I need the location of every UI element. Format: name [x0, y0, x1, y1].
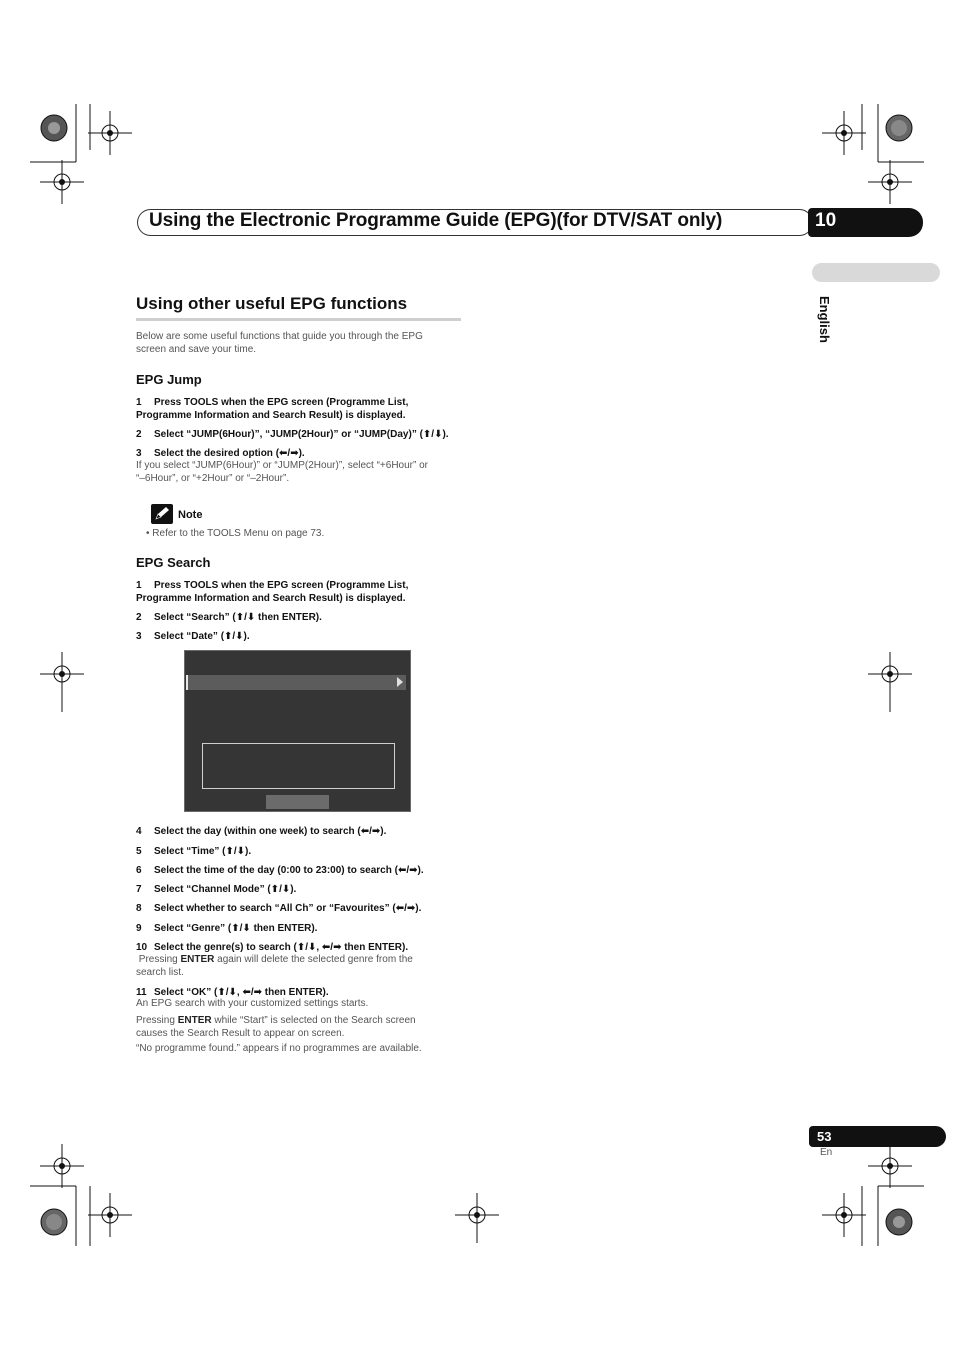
- registration-target-icon: [88, 1193, 132, 1237]
- registration-target-icon: [822, 111, 866, 155]
- epg-search-step-4: 4 Select the day (within one week) to search (⬅/➡).: [136, 826, 387, 837]
- language-tab: [812, 263, 940, 282]
- epg-jump-step-3-body: If you select “JUMP(6Hour)” or “JUMP(2Hour)”, select “+6Hour” or “–6Hour”, or “+2Hour” or “–2Hour”.: [136, 460, 429, 484]
- registration-target-icon: [40, 160, 84, 204]
- page-language: En: [820, 1147, 833, 1158]
- star-target-icon: [885, 1208, 913, 1236]
- screen-right-arrow-icon: [397, 677, 403, 687]
- epg-search-step-11-body-4: “No programme found.” appears if no programmes are available.: [136, 1043, 422, 1054]
- screen-selected-row: [186, 675, 406, 690]
- epg-search-step-10: 10 Select the genre(s) to search (⬆/⬇, ⬅/➡ then ENTER).: [136, 942, 409, 953]
- section-rule: [136, 318, 461, 321]
- section-title: Using other useful EPG functions: [136, 294, 408, 313]
- star-target-icon: [40, 1208, 68, 1236]
- note-item: • Refer to the TOOLS Menu on page 73.: [146, 528, 325, 539]
- registration-target-icon: [40, 652, 84, 712]
- epg-jump-step-1: 1 Press TOOLS when the EPG screen (Programme List, Programme Information and Search Result) is displayed.: [136, 397, 409, 421]
- up-down-arrow-icon: ⬆/⬇: [422, 429, 443, 440]
- registration-target-icon: [868, 160, 912, 204]
- epg-search-step-9: 9 Select “Genre” (⬆/⬇ then ENTER).: [136, 923, 318, 934]
- registration-target-icon: [40, 1144, 84, 1188]
- epg-search-step-1: 1 Press TOOLS when the EPG screen (Programme List, Programme Information and Search Result) is displayed.: [136, 580, 409, 604]
- epg-search-step-10-body: Pressing ENTER again will delete the selected genre from the search list.: [136, 954, 413, 978]
- registration-target-icon: [868, 1144, 912, 1188]
- epg-search-heading: EPG Search: [136, 555, 211, 570]
- section-intro: Below are some useful functions that guide you through the EPG screen and save your time.: [136, 331, 423, 355]
- screen-cursor: [186, 675, 188, 690]
- epg-search-step-2: 2 Select “Search” (⬆/⬇ then ENTER).: [136, 612, 322, 623]
- screen-start-button: [266, 795, 329, 809]
- epg-search-step-5: 5 Select “Time” (⬆/⬇).: [136, 846, 252, 857]
- registration-target-icon: [455, 1193, 499, 1243]
- star-target-icon: [40, 114, 68, 142]
- star-target-icon: [885, 114, 913, 142]
- epg-search-step-11-body-2: Pressing ENTER while “Start” is selected on the Search screen causes the Search Result to appear on screen.: [136, 1015, 416, 1039]
- screen-genre-box: [202, 743, 395, 789]
- epg-jump-step-3: 3 Select the desired option (⬅/➡).: [136, 448, 305, 459]
- registration-target-icon: [868, 652, 912, 712]
- epg-search-step-3: 3 Select “Date” (⬆/⬇).: [136, 631, 250, 642]
- epg-search-step-11-body-1: An EPG search with your customized settings starts.: [136, 998, 369, 1009]
- epg-search-step-11: 11 Select “OK” (⬆/⬇, ⬅/➡ then ENTER).: [136, 987, 329, 998]
- note-pencil-icon: [151, 504, 173, 524]
- page-number: 53: [817, 1129, 832, 1144]
- epg-search-step-7: 7 Select “Channel Mode” (⬆/⬇).: [136, 884, 297, 895]
- epg-search-step-8: 8 Select whether to search “All Ch” or “Favourites” (⬅/➡).: [136, 903, 422, 914]
- epg-jump-heading: EPG Jump: [136, 372, 202, 387]
- registration-target-icon: [88, 111, 132, 155]
- page-title: Using the Electronic Programme Guide (EPG)(for DTV/SAT only): [149, 210, 723, 231]
- chapter-number: 10: [815, 210, 837, 231]
- epg-search-step-6: 6 Select the time of the day (0:00 to 23:00) to search (⬅/➡).: [136, 865, 424, 876]
- left-right-arrow-icon: ⬅/➡: [279, 448, 299, 459]
- note-label: Note: [178, 509, 203, 521]
- epg-jump-step-2: 2 Select “JUMP(6Hour)”, “JUMP(2Hour)” or “JUMP(Day)” (⬆/⬇).: [136, 429, 449, 440]
- language-label: English: [817, 296, 832, 343]
- registration-target-icon: [822, 1193, 866, 1237]
